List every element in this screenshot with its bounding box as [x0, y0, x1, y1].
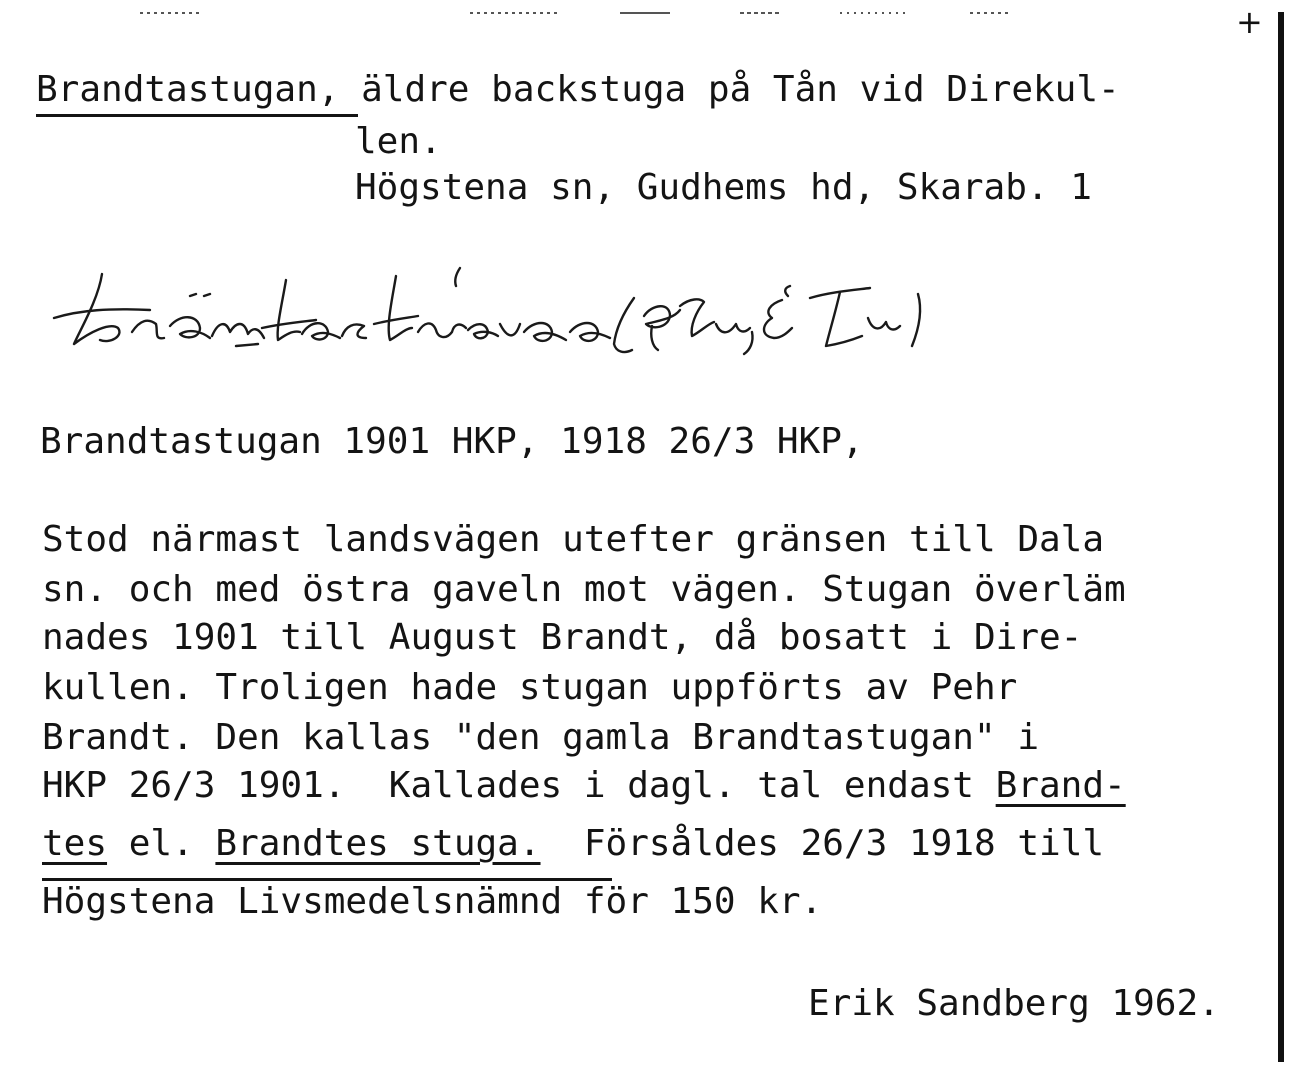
- header-line-2: len.: [355, 121, 442, 162]
- signature: Erik Sandberg 1962.: [808, 983, 1220, 1024]
- headword: Brandtastugan: [36, 69, 318, 110]
- body-line-5: Brandt. Den kallas "den gamla Brandtastugan" i: [42, 717, 1039, 758]
- header-line-3: Högstena sn, Gudhems hd, Skarab. 1: [355, 167, 1092, 208]
- underlined-brand: Brand-: [995, 765, 1126, 806]
- corner-plus-mark: +: [1236, 3, 1263, 41]
- body-line-7-el: el.: [107, 823, 216, 864]
- underlined-brandtes-stuga: Brandtes stuga.: [215, 823, 541, 864]
- source-references: Brandtastugan 1901 HKP, 1918 26/3 HKP,: [40, 421, 864, 462]
- body-line-1: Stod närmast landsvägen utefter gränsen till Dala: [42, 519, 1105, 560]
- body-line-6: [42, 765, 1126, 806]
- body-line-7-text: Försåldes 26/3 1918 till: [540, 823, 1105, 864]
- body-line-3: nades 1901 till August Brandt, då bosatt i Dire-: [42, 617, 1083, 658]
- header-line-1: [36, 69, 1120, 110]
- body-line-7: [42, 823, 1105, 864]
- body-line-8: Högstena Livsmedelsnämnd för 150 kr.: [42, 881, 823, 922]
- handwritten-note-text: bräntastüva (Gtu, E Fu): [40, 240, 50, 241]
- right-edge-border: [1278, 12, 1284, 1062]
- top-edge-marks: [140, 10, 1240, 16]
- underlined-tes: tes: [42, 823, 108, 864]
- headword-underline: [36, 114, 358, 117]
- body-line-4: kullen. Troligen hade stugan uppförts av Pehr: [42, 667, 1018, 708]
- body-line-2: sn. och med östra gaveln mot vägen. Stugan överläm: [42, 569, 1126, 610]
- handwritten-dialect-note: [40, 240, 940, 380]
- body-line-6-text: HKP 26/3 1901. Kallades i dagl. tal endast: [42, 765, 996, 806]
- header-line-1-rest: , äldre backstuga på Tån vid Direkul-: [317, 69, 1120, 110]
